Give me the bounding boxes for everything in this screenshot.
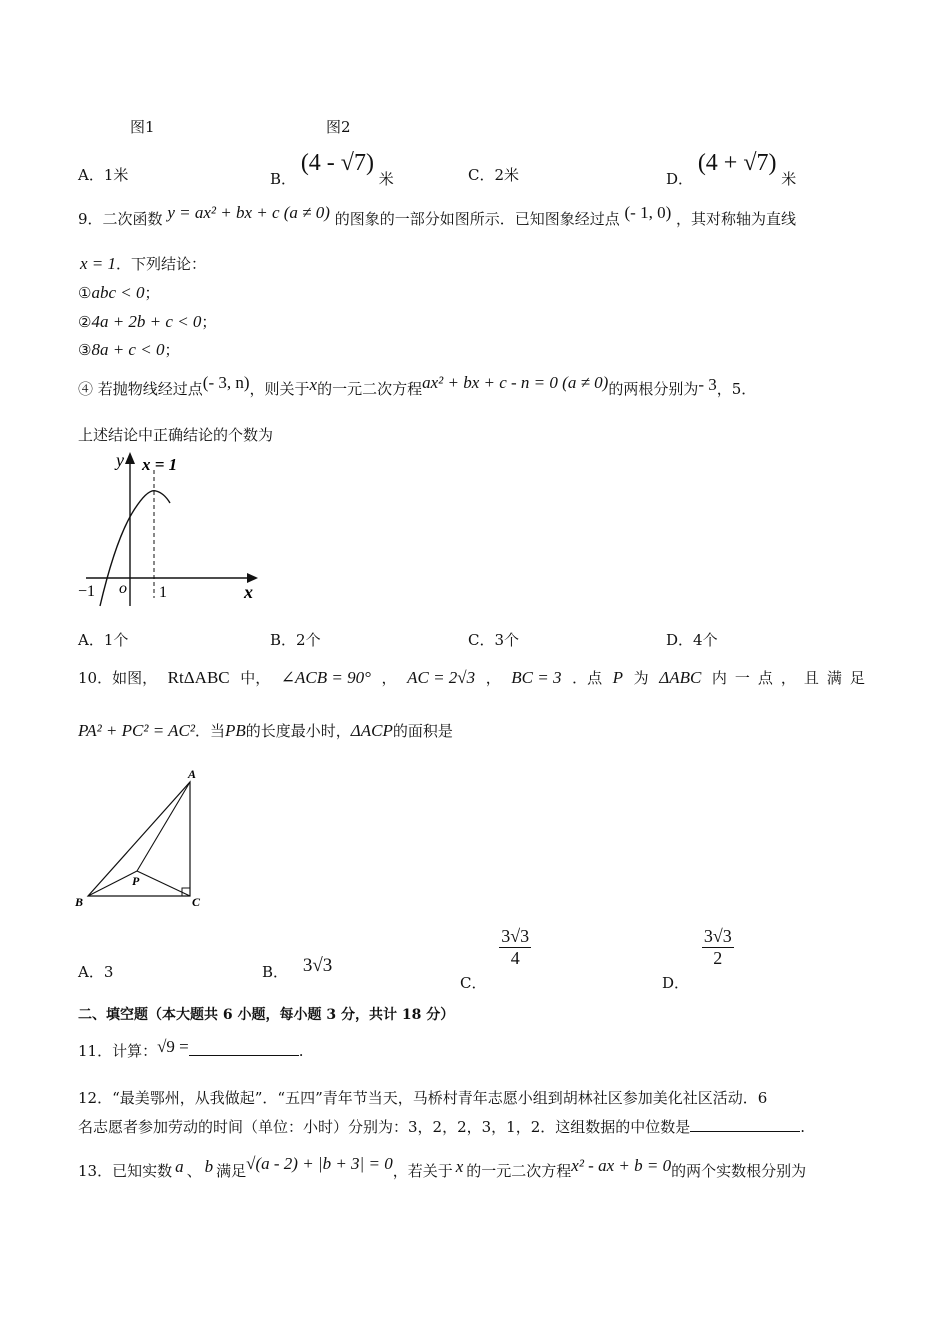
q11-prefix: 11．计算：: [78, 1042, 158, 1060]
figure-1-label: 图1: [130, 118, 155, 136]
conclusion-number: ①: [78, 284, 92, 302]
q8-option-b-label: B．: [270, 170, 297, 188]
q10-option-d: [662, 926, 734, 992]
q10-text-end: 内一点，且满足: [711, 669, 873, 687]
q12-line2-text: 名志愿者参加劳动的时间（单位：小时）分别为：3，2，2，3，1，2．这组数据的中位数是: [78, 1118, 691, 1136]
q8-option-a: A．1米: [78, 166, 129, 184]
segment-pb: [88, 871, 137, 896]
symmetry-axis-label: x = 1: [142, 455, 178, 474]
q10-option-d-fraction: [702, 926, 734, 969]
q9-option-c: C．3个: [468, 631, 520, 649]
fraction-denominator: 2: [713, 948, 723, 968]
q10-option-a: A．3: [78, 963, 114, 981]
q10-sep: ，: [485, 669, 501, 687]
conclusion-4-text3: 的两根分别为: [608, 380, 699, 398]
q10-ac: AC = 2√3: [407, 668, 476, 687]
one-label: 1: [159, 584, 167, 601]
q10-line2: [78, 720, 453, 741]
q13-sep: 、: [186, 1162, 202, 1180]
q9-conclusion-4: [78, 373, 757, 399]
q10-bc: BC = 3: [511, 668, 562, 687]
q10-triangle: ΔABC: [659, 668, 702, 687]
q10-option-d-label: D．: [662, 973, 690, 992]
q10-angle: ∠ACB = 90°: [280, 668, 371, 687]
q11-answer-blank[interactable]: [189, 1041, 299, 1056]
x-axis-label: x: [244, 582, 253, 602]
q8-option-b-expr: (4 - √7): [300, 150, 374, 176]
q12-answer-blank[interactable]: [690, 1117, 800, 1132]
q13: [78, 1154, 807, 1181]
q13-equation: x² - ax + b = 0: [571, 1156, 672, 1175]
point-p-label: P: [132, 874, 140, 888]
q10-sep: ，: [381, 669, 397, 687]
q13-text: ，若关于: [392, 1162, 453, 1180]
q10-acp: ΔACP: [350, 721, 393, 740]
q12-line1: 12．“最美鄂州，从我做起”．“五四”青年节当天，马桥村青年志愿小组到胡林社区参加美化社区活动．6: [78, 1089, 768, 1107]
q10-option-c-label: C．: [460, 973, 487, 992]
q8-option-b-unit: 米: [378, 170, 394, 188]
q10-triangle-rt: RtΔABC: [167, 668, 230, 687]
q9-line1: [78, 203, 878, 229]
q9-axis: x = 1: [80, 254, 117, 273]
origin-label: o: [119, 580, 127, 597]
q9-text: 的图象的一部分如图所示．已知图象经过点: [334, 210, 620, 228]
y-axis-label: y: [116, 450, 124, 470]
q9-line2: [80, 253, 206, 274]
conclusion-4-point: (- 3, n): [202, 373, 250, 392]
q9-text-end: ，其对称轴为直线: [676, 210, 797, 228]
q9-line2-text: ．下列结论：: [116, 255, 207, 273]
q11: [78, 1037, 304, 1061]
q8-option-c: C．2米: [468, 166, 520, 184]
q11-expression: √9 =: [157, 1037, 189, 1056]
q10-pb: PB: [224, 721, 246, 740]
q10-point-p: P: [612, 668, 624, 687]
segment-pa: [137, 782, 190, 871]
q10-option-c-fraction: [499, 926, 531, 969]
q13-text: 满足: [216, 1162, 247, 1180]
fraction-denominator: 4: [510, 948, 520, 968]
fraction-numerator: 3√3: [501, 926, 530, 946]
q9-option-d: D．4个: [666, 631, 718, 649]
q10-text: ．点: [572, 669, 603, 687]
q10-option-b-label: B．: [262, 963, 289, 981]
q9-conclusion-1: [78, 282, 160, 303]
q13-text-end: 的两个实数根分别为: [671, 1162, 807, 1180]
q9-question: 上述结论中正确结论的个数为: [78, 426, 274, 444]
vertex-b-label: B: [75, 895, 84, 909]
q10-option-b-expr: 3√3: [302, 955, 333, 976]
q10-prefix: 10．如图，: [78, 669, 158, 687]
q9-parabola-graph: [76, 448, 266, 608]
q9-function: y = ax² + bx + c (a ≠ 0): [167, 203, 330, 222]
right-angle-mark: [182, 888, 190, 896]
vertex-c-label: C: [192, 895, 201, 909]
q10-text: ．当: [194, 722, 225, 740]
q10-option-c: [460, 926, 531, 992]
q10-text: 为: [633, 669, 649, 687]
q10-line1: [78, 667, 873, 688]
conclusion-4-root: - 3: [698, 375, 717, 394]
q10-triangle-figure: [70, 764, 220, 914]
conclusion-expr: abc < 0: [91, 283, 145, 302]
q9-point: (- 1, 0): [624, 203, 672, 222]
conclusion-4-equation: ax² + bx + c - n = 0 (a ≠ 0): [422, 373, 609, 392]
conclusion-end: ；: [144, 284, 160, 302]
fraction-numerator: 3√3: [703, 926, 732, 946]
conclusion-4-end: ，5．: [716, 380, 757, 398]
q12-end: .: [800, 1118, 806, 1136]
conclusion-4-prefix: ④ 若抛物线经过点: [78, 380, 203, 398]
q9-option-a: A．1个: [78, 631, 129, 649]
y-axis-arrow: [125, 452, 135, 464]
q9-option-b: B．2个: [270, 631, 321, 649]
conclusion-4-text: ，则关于: [249, 380, 310, 398]
q8-option-d-unit: 米: [781, 170, 797, 188]
vertex-a-label: A: [188, 767, 197, 781]
q10-option-b: [262, 955, 333, 981]
figure-2-label: 图2: [326, 118, 351, 136]
q8-option-d: [666, 150, 797, 191]
conclusion-number: ②: [78, 313, 92, 331]
q10-equation: PA² + PC² = AC²: [78, 721, 195, 740]
q13-text: 的一元二次方程: [466, 1162, 572, 1180]
conclusion-expr: 8a + c < 0: [91, 340, 165, 359]
q12-line2: [78, 1116, 805, 1137]
q8-option-b: [270, 150, 394, 191]
q13-prefix: 13．已知实数: [78, 1162, 173, 1180]
q8-option-d-label: D．: [666, 170, 694, 188]
conclusion-number: ③: [78, 341, 92, 359]
q13-var-x: x: [455, 1157, 464, 1176]
conclusion-expr: 4a + 2b + c < 0: [91, 312, 202, 331]
q8-option-d-expr: (4 + √7): [697, 150, 777, 176]
q9-prefix: 9．二次函数: [78, 210, 163, 228]
q11-end: .: [298, 1042, 304, 1060]
q13-condition: √(a - 2) + |b + 3| = 0: [246, 1154, 393, 1173]
conclusion-end: ；: [201, 313, 217, 331]
q10-text-end: 的面积是: [392, 722, 453, 740]
q13-var-a: a: [175, 1157, 184, 1176]
q9-conclusion-3: [78, 339, 179, 360]
q9-conclusion-2: [78, 311, 216, 332]
neg-one-label: −1: [78, 583, 96, 600]
conclusion-end: ；: [164, 341, 180, 359]
conclusion-4-var: x: [309, 375, 318, 394]
section-2-title: 二、填空题（本大题共 6 小题，每小题 3 分，共计 18 分）: [78, 1007, 455, 1023]
q13-var-b: b: [204, 1157, 214, 1176]
q10-text: 的长度最小时，: [245, 722, 351, 740]
conclusion-4-text2: 的一元二次方程: [317, 380, 423, 398]
q10-text: 中，: [240, 669, 271, 687]
